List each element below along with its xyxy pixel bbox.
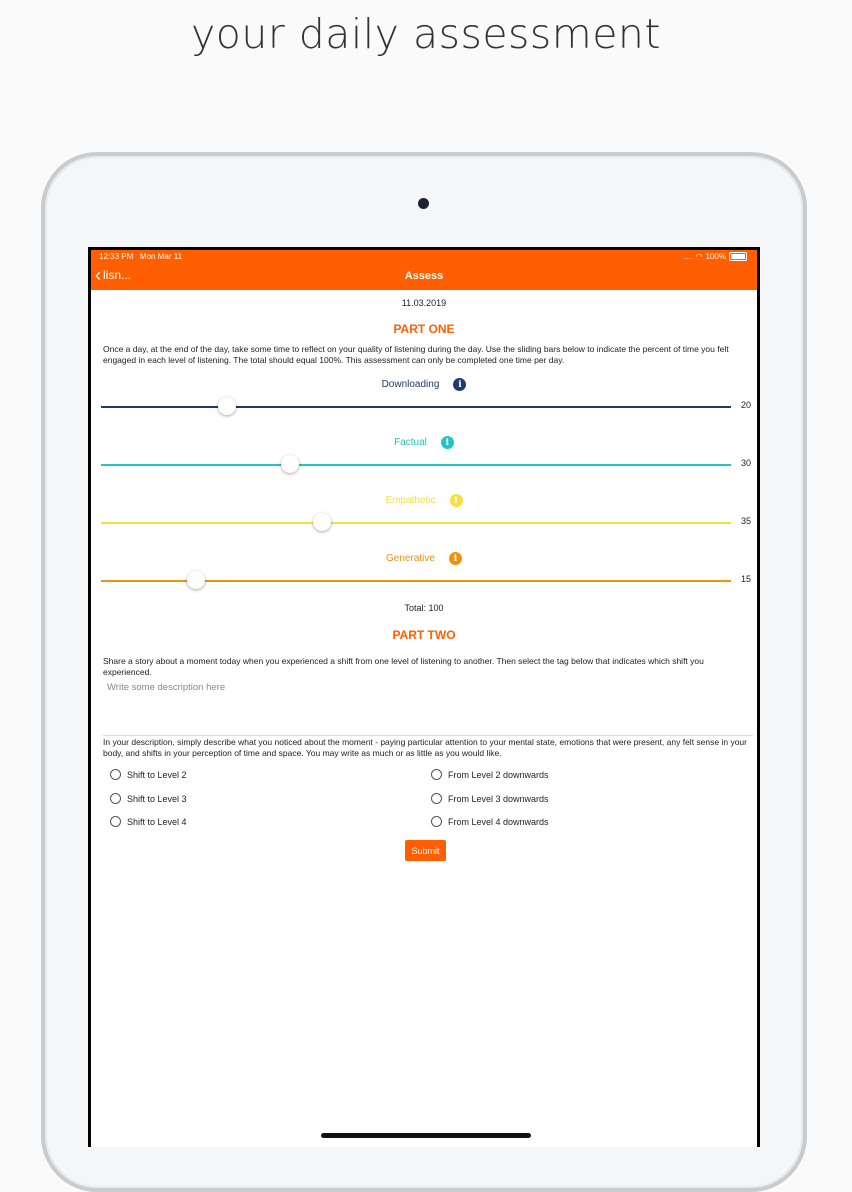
radio-circle bbox=[110, 769, 121, 780]
slider-label-text: Downloading bbox=[381, 379, 440, 390]
slider-value-factual: 30 bbox=[741, 458, 752, 468]
radio-circle bbox=[431, 769, 442, 780]
battery-percent: 100% bbox=[705, 252, 726, 261]
part-one-title: PART ONE bbox=[393, 322, 455, 336]
wifi-icon: ◠ bbox=[695, 252, 703, 261]
ipad-camera bbox=[418, 198, 429, 209]
radio-shift-level-3[interactable]: Shift to Level 3 bbox=[110, 793, 187, 804]
slider-thumb-generative[interactable] bbox=[187, 571, 205, 589]
radio-circle bbox=[431, 793, 442, 804]
info-icon[interactable]: i bbox=[453, 378, 466, 391]
info-icon[interactable]: i bbox=[449, 552, 462, 565]
back-button-label: lisn... bbox=[103, 268, 132, 282]
slider-track-empathetic[interactable] bbox=[101, 522, 731, 524]
slider-label-empathetic bbox=[91, 494, 757, 507]
chevron-left-icon: ‹ bbox=[95, 265, 101, 285]
status-time: 12:33 PM Mon Mar 11 bbox=[99, 252, 183, 261]
part-two-hint: In your description, simply describe what you noticed about the moment - paying particular attention to your mental state, emotions that were present, any felt sense in your body, and shifts in your perception of time and space. You may write as much or as little as you would like. bbox=[103, 737, 747, 758]
slider-thumb-downloading[interactable] bbox=[218, 397, 236, 415]
page-headline: your daily assessment bbox=[191, 10, 661, 58]
part-two-instructions: Share a story about a moment today when you experienced a shift from one level of listening to another. Then select the tag below that indicates which shift you experienced. bbox=[103, 656, 704, 677]
radio-from-level-4-downwards[interactable]: From Level 4 downwards bbox=[431, 816, 549, 827]
radio-circle bbox=[431, 816, 442, 827]
status-right bbox=[684, 252, 747, 261]
description-input[interactable]: Write some description here bbox=[107, 682, 226, 693]
description-divider bbox=[103, 735, 753, 736]
radio-circle bbox=[110, 793, 121, 804]
signal-dots-icon: .... bbox=[683, 252, 693, 261]
slider-value-generative: 15 bbox=[741, 574, 752, 584]
navigation-bar bbox=[91, 264, 757, 290]
slider-track-downloading[interactable] bbox=[101, 406, 731, 408]
radio-circle bbox=[110, 816, 121, 827]
total-label: Total: 100 bbox=[404, 603, 444, 613]
radio-shift-level-4[interactable]: Shift to Level 4 bbox=[110, 816, 187, 827]
slider-label-text: Factual bbox=[394, 437, 427, 448]
ipad-screen bbox=[88, 247, 760, 1147]
slider-label-downloading bbox=[91, 378, 757, 391]
radio-from-level-3-downwards[interactable]: From Level 3 downwards bbox=[431, 793, 549, 804]
part-two-title: PART TWO bbox=[392, 628, 456, 642]
status-bar bbox=[91, 250, 757, 264]
slider-track-factual[interactable] bbox=[101, 464, 731, 466]
assessment-date: 11.03.2019 bbox=[401, 298, 447, 308]
battery-icon bbox=[729, 252, 747, 261]
radio-shift-level-2[interactable]: Shift to Level 2 bbox=[110, 769, 187, 780]
radio-from-level-2-downwards[interactable]: From Level 2 downwards bbox=[431, 769, 549, 780]
part-one-instructions: Once a day, at the end of the day, take some time to reflect on your quality of listening during the day. Use the sliding bars below to indicate the percent of time you felt engaged in each level of listening. The total should equal 100%. This assessment can only be completed one time per day. bbox=[103, 344, 729, 365]
submit-button[interactable]: Submit bbox=[405, 840, 446, 861]
slider-value-empathetic: 35 bbox=[741, 516, 752, 526]
slider-label-text: Generative bbox=[386, 553, 435, 564]
info-icon[interactable]: i bbox=[441, 436, 454, 449]
slider-label-text: Empathetic bbox=[385, 495, 436, 506]
slider-label-generative bbox=[91, 552, 757, 565]
slider-thumb-empathetic[interactable] bbox=[313, 513, 331, 531]
nav-title: Assess bbox=[404, 270, 444, 282]
slider-thumb-factual[interactable] bbox=[281, 455, 299, 473]
slider-value-downloading: 20 bbox=[741, 400, 752, 410]
info-icon[interactable]: i bbox=[450, 494, 463, 507]
slider-label-factual bbox=[91, 436, 757, 449]
